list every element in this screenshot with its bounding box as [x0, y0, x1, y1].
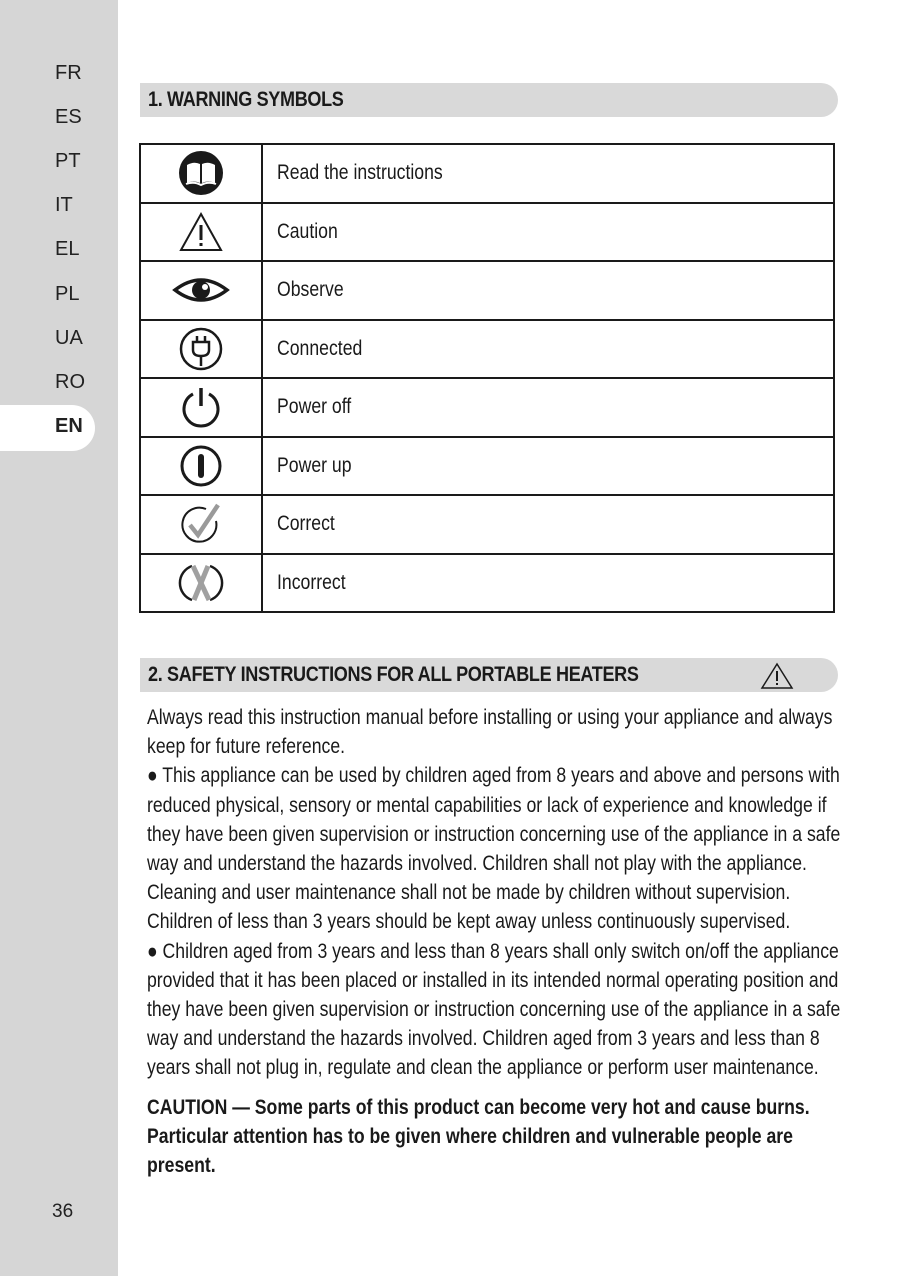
check-icon [176, 501, 226, 547]
book-icon [178, 150, 224, 196]
symbol-label: Observe [277, 278, 344, 302]
symbol-label: Read the instructions [277, 161, 443, 185]
language-sidebar: FR ES PT IT EL PL UA RO EN 36 [0, 0, 118, 1276]
table-row [140, 203, 834, 262]
bullet-paragraph-2: ● Children aged from 3 years and less than 8 years shall only switch on/off the appliance provided that it has been placed or installed in its intended normal operating position and they have been given supervision or instruction concerning use of the appliance in a safe way and understand the hazards involved. Children aged from 3 years and less than 8 years shall not plug in, regulate and clean the appliance or perform user maintenance. [147, 939, 841, 1080]
symbol-label: Power up [277, 453, 352, 477]
safety-instructions-body [147, 703, 847, 1083]
section2-title: 2. SAFETY INSTRUCTIONS FOR ALL PORTABLE HEATERS [148, 663, 639, 686]
warning-symbols-table [139, 143, 835, 613]
intro-paragraph: Always read this instruction manual before installing or using your appliance and always keep for future reference. [147, 706, 833, 759]
section1-header [140, 83, 838, 117]
plug-icon [178, 326, 224, 372]
symbol-label: Correct [277, 512, 335, 536]
symbol-label: Power off [277, 395, 352, 419]
lang-en-active[interactable]: EN [0, 405, 95, 451]
eye-icon [172, 275, 230, 305]
warning-triangle-icon [760, 662, 794, 690]
table-row [140, 261, 834, 320]
symbol-label: Incorrect [277, 570, 346, 594]
bullet-paragraph-1: ● This appliance can be used by children aged from 8 years and above and persons with reduced physical, sensory or mental capabilities or lack of experience and knowledge if they have been given supervision or instruction concerning use of the appliance in a safe way and understand the hazards involved. Children shall not play with the appliance. Cleaning and user maintenance shall not be made by children without supervision. Children of less than 3 years should be kept away unless continuously supervised. [147, 764, 841, 934]
symbol-label: Caution [277, 219, 338, 243]
table-row [140, 144, 834, 203]
cross-icon [176, 560, 226, 606]
power-off-icon [178, 384, 224, 430]
table-row [140, 437, 834, 496]
page-number: 36 [52, 1201, 74, 1222]
section1-title: 1. WARNING SYMBOLS [148, 88, 344, 111]
table-row [140, 378, 834, 437]
table-row [140, 320, 834, 379]
power-on-icon [178, 443, 224, 489]
caution-notice: CAUTION — Some parts of this product can become very hot and cause burns. Particular attention has to be given where children and vulnerable people are present. [147, 1096, 810, 1177]
table-row [140, 495, 834, 554]
warning-triangle-icon [178, 211, 224, 253]
table-row [140, 554, 834, 613]
section2-header [140, 658, 838, 692]
symbol-label: Connected [277, 336, 363, 360]
